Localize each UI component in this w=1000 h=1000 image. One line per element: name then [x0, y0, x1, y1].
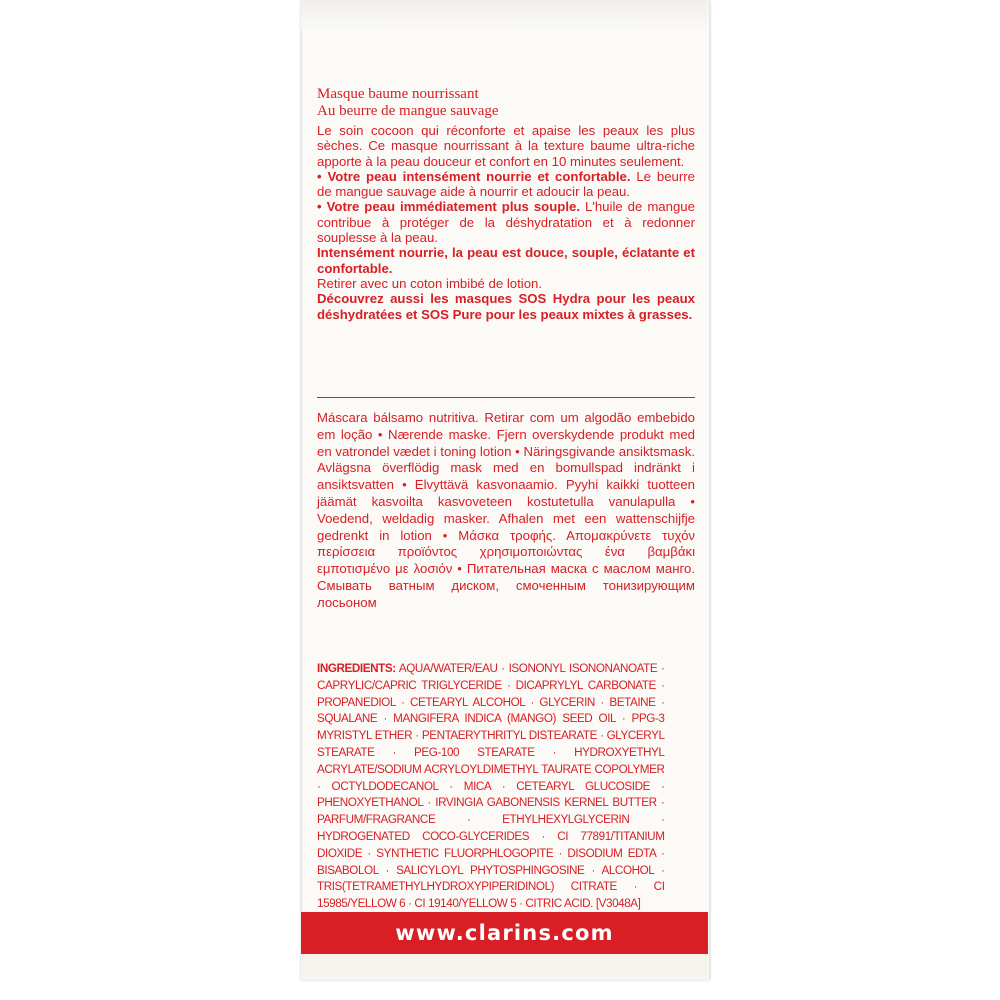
benefit-1: [317, 169, 695, 200]
benefit-2: [317, 199, 695, 245]
ingredients-label: INGREDIENTS:: [317, 661, 396, 675]
benefit-2-heading: • Votre peau immédiatement plus souple.: [317, 199, 581, 215]
discover-text: Découvrez aussi les masques SOS Hydra pour les peaux déshydratées et SOS Pure pour les peaux mixtes à grasses.: [317, 291, 695, 322]
section-divider: [317, 397, 695, 398]
multilingual-instructions: Máscara bálsamo nutritiva. Retirar com um algodão embebido em loção • Nærende maske. Fjern overskydende produkt med en vatrondel vædet i toning lotion • Näringsgivande ansiktsmask. Avlägsna överflödig mask med en bomullspad indränkt i ansiktsvatten • Elvyttävä kasvonaamio. Pyyhi kaikki tuotteen jäämät kasvoilta kasvoveteen kostutetulla vanulapulla • Voedend, weldadig masker. Afhalen met een wattenschijfje gedrenkt in lotion • Μάσκα τροφής. Απομακρύνετε τυχόν περίσσεια προϊόντος χρησιμοποιώντας ένα βαμβάκι εμποτισμένο με λοσιόν • Питательная маска с маслом манго. Смывать ватным диском, смоченным тонизирующим лосьоном: [317, 410, 695, 610]
intro-text: Le soin cocoon qui réconforte et apaise les peaux les plus sèches. Ce masque nourrissant à la texture baume ultra-riche apporte à la peau douceur et confort en 10 minutes seulement.: [317, 123, 695, 169]
package-bottom-edge: [301, 954, 708, 980]
benefit-1-heading: • Votre peau intensément nourrie et confortable.: [317, 168, 631, 184]
footer-band: [301, 912, 708, 954]
product-title: Masque baume nourrissant: [317, 86, 479, 102]
ingredients-list: [317, 660, 665, 912]
product-subtitle: Au beurre de mangue sauvage: [317, 103, 499, 119]
benefit-1-text: Le beurre de mangue sauvage aide à nourrir et adoucir la peau.: [317, 168, 695, 200]
result-text: Intensément nourrie, la peau est douce, souple, éclatante et confortable.: [317, 245, 695, 276]
ingredients-text: AQUA/WATER/EAU · ISONONYL ISONONANOATE · CAPRYLIC/CAPRIC TRIGLYCERIDE · DICAPRYLYL CARBONATE · PROPANEDIOL · CETEARYL ALCOHOL · GLYCERIN · BETAINE · SQUALANE · MANGIFERA INDICA (MANGO) SEED OIL · PPG-3 MYRISTYL ETHER · PENTAERYTHRITYL DISTEARATE · GLYCERYL STEARATE · PEG-100 STEARATE · HYDROXYETHYL ACRYLATE/SODIUM ACRYLOYLDIMETHYL TAURATE COPOLYMER · OCTYLDODECANOL · MICA · CETEARYL GLUCOSIDE · PHENOXYETHANOL · IRVINGIA GABONENSIS KERNEL BUTTER · PARFUM/FRAGRANCE · ETHYLHEXYLGLYCERIN · HYDROGENATED COCO-GLYCERIDES · CI 77891/TITANIUM DIOXIDE · SYNTHETIC FLUORPHLOGOPITE · DISODIUM EDTA · BISABOLOL · SALICYLOYL PHYTOSPHINGOSINE · ALCOHOL · TRIS(TETRAMETHYLHYDROXYPIPERIDINOL) CITRATE · CI 15985/YELLOW 6 · CI 19140/YELLOW 5 · CITRIC ACID. [V3048A]: [317, 661, 665, 911]
french-description: [317, 86, 695, 322]
package-top-flap: [301, 0, 708, 30]
usage-text: Retirer avec un coton imbibé de lotion.: [317, 275, 543, 291]
benefit-2-text: L'huile de mangue contribue à protéger de la déshydratation et à redonner souplesse à la peau.: [317, 199, 695, 246]
website-url: www.clarins.com: [395, 921, 614, 945]
